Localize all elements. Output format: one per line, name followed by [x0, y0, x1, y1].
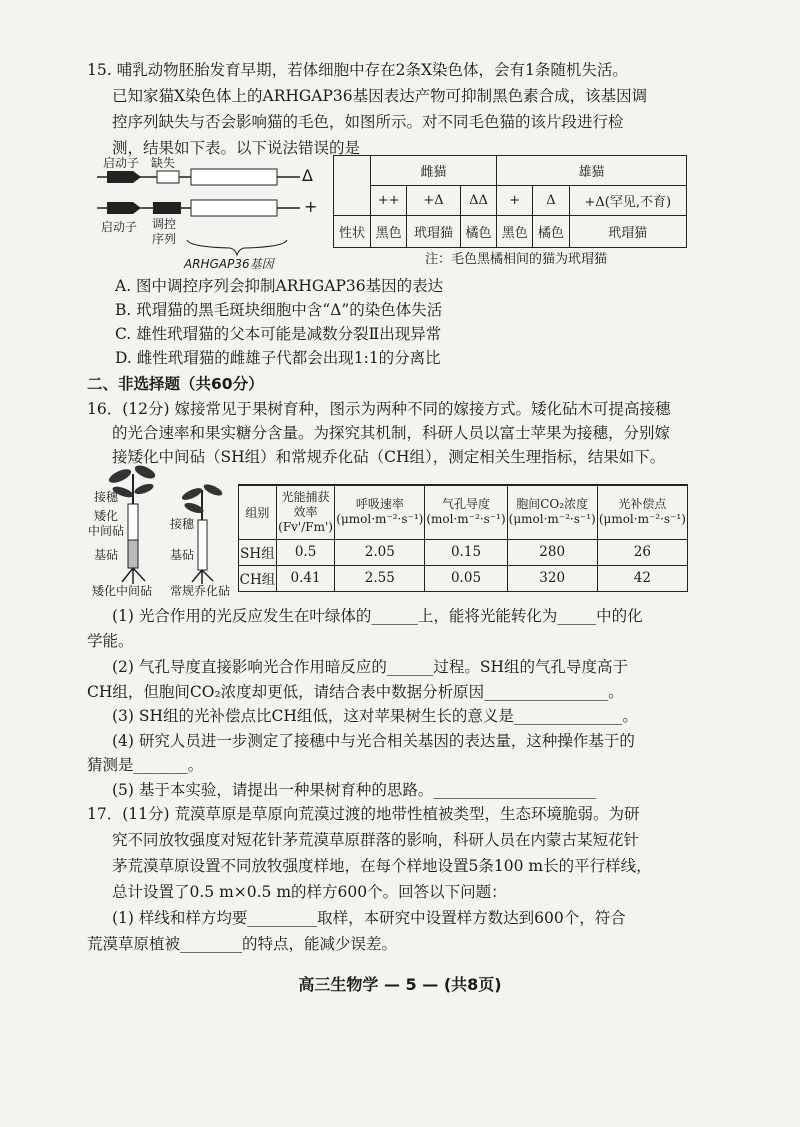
genotype-cell: +	[497, 186, 533, 216]
phenotype-cell: 橘色	[460, 216, 496, 248]
table-cell: 42	[597, 565, 687, 591]
q17-sub-1: (1) 样线和样方均要_________取样，本研究中设置样方数达到600个，符合	[112, 909, 626, 927]
table-cell: 0.5	[276, 539, 334, 565]
table-cell: 280	[507, 539, 597, 565]
table-cell: 0.15	[425, 539, 507, 565]
phenotype-cell: 橘色	[533, 216, 569, 248]
rootstock-label-1: 基砧	[94, 548, 119, 562]
scion-label-2: 接穗	[170, 517, 195, 531]
table-cell: 320	[507, 565, 597, 591]
dwarf-label-1: 矮化	[94, 509, 119, 523]
table-cell: CH组	[239, 565, 277, 591]
promoter-label-1: 启动子	[103, 156, 140, 170]
promoter-arrow-1	[107, 171, 141, 183]
rootstock-label-2: 基砧	[170, 548, 195, 562]
cat-table	[333, 155, 687, 248]
deletion-box	[157, 171, 179, 183]
q15-line-1: 15. 哺乳动物胚胎发育早期，若体细胞中存在2条X染色体，会有1条随机失活。	[87, 61, 628, 79]
header-co2: 胞间CO₂浓度 (μmol·m⁻²·s⁻¹)	[507, 485, 597, 539]
q15-option-a: A. 图中调控序列会抑制ARHGAP36基因的表达	[115, 277, 444, 295]
q17-line-4: 总计设置了0.5 m×0.5 m的样方600个。回答以下问题：	[112, 883, 507, 901]
delta-label: Δ	[302, 166, 313, 185]
genotype-cell: +Δ(罕见,不育)	[569, 186, 686, 216]
page-footer: 高三生物学 — 5 — (共8页)	[298, 975, 502, 994]
q15-option-b: B. 玳瑁猫的黑毛斑块细胞中含“Δ”的染色体失活	[115, 301, 443, 319]
q17-sub-1-cont: 荒漠草原植被________的特点，能减少误差。	[87, 935, 398, 953]
table-row	[239, 539, 688, 565]
header-group: 组别	[239, 485, 277, 539]
q15-option-d: D. 雌性玳瑁猫的雌雄子代都会出现1:1的分离比	[115, 349, 441, 367]
header-efficiency: 光能捕获 效率 (Fv'/Fm')	[276, 485, 334, 539]
q15-option-c: C. 雄性玳瑁猫的父本可能是减数分裂Ⅱ出现异常	[115, 325, 442, 343]
q16-sub-1-cont: 学能。	[87, 632, 134, 650]
regulatory-label: 调控	[152, 217, 177, 231]
table-cell: 0.41	[276, 565, 334, 591]
promoter-label-2: 启动子	[101, 220, 138, 234]
scion-label-1: 接穗	[94, 490, 119, 504]
regulatory-label-2: 序列	[152, 232, 177, 246]
header-respiration: 呼吸速率 (μmol·m⁻²·s⁻¹)	[335, 485, 425, 539]
promoter-arrow-2	[107, 202, 141, 214]
regulatory-box	[153, 202, 181, 214]
q16-sub-2-cont: CH组，但胞间CO₂浓度却更低，请结合表中数据分析原因________________。	[87, 683, 624, 701]
q16-line-3: 接矮化中间砧（SH组）和常规乔化砧（CH组），测定相关生理指标，结果如下。	[112, 448, 666, 466]
genotype-cell: Δ	[533, 186, 569, 216]
dwarf-label-2: 中间砧	[88, 524, 125, 538]
q17-line-3: 茅荒漠草原设置不同放牧强度样地，在每个样地设置5条100 m长的平行样线，	[112, 857, 652, 875]
q15-line-2: 已知家猫X染色体上的ARHGAP36基因表达产物可抑制黑色素合成，该基因调	[112, 87, 648, 105]
plus-label: +	[304, 197, 318, 216]
q16-sub-3: (3) SH组的光补偿点比CH组低，这对苹果树生长的意义是______________。	[112, 707, 638, 725]
phenotype-cell: 玳瑁猫	[407, 216, 461, 248]
table-cell: 2.05	[335, 539, 425, 565]
phenotype-cell: 玳瑁猫	[569, 216, 686, 248]
q15-line-3: 控序列缺失与否会影响猫的毛色，如图所示。对不同毛色猫的该片段进行检	[112, 113, 624, 131]
header-compensation: 光补偿点 (μmol·m⁻²·s⁻¹)	[597, 485, 687, 539]
q15-line-4: 测，结果如下表。以下说法错误的是	[112, 139, 361, 157]
q16-sub-4-cont: 猜测是_______。	[87, 756, 204, 774]
caption-2: 常规乔化砧	[170, 584, 231, 598]
gene-box-2	[191, 200, 277, 216]
q16-sub-2: (2) 气孔导度直接影响光合作用暗反应的______过程。SH组的气孔导度高于	[112, 658, 629, 676]
header-stomatal: 气孔导度 (mol·m⁻²·s⁻¹)	[425, 485, 507, 539]
phenotype-cell: 黑色	[497, 216, 533, 248]
phenotype-cell: 黑色	[371, 216, 407, 248]
gene-box-1	[191, 169, 277, 185]
trait-header: 性状	[334, 216, 371, 248]
table-cell: 26	[597, 539, 687, 565]
genotype-cell: ΔΔ	[460, 186, 496, 216]
caption-1: 矮化中间砧	[92, 584, 153, 598]
genotype-cell: +Δ	[407, 186, 461, 216]
deletion-label: 缺失	[151, 156, 176, 170]
male-header: 雄猫	[497, 156, 687, 186]
table-cell: 0.05	[425, 565, 507, 591]
q17-line-1: 17．(11分) 荒漠草原是草原向荒漠过渡的地带性植被类型，生态环境脆弱。为研	[87, 805, 640, 823]
table-row	[239, 565, 688, 591]
q17-line-2: 究不同放牧强度对短花针茅荒漠草原群落的影响，科研人员在内蒙古某短花针	[112, 831, 640, 849]
table-note: 注：毛色黑橘相间的猫为玳瑁猫	[425, 252, 608, 267]
physiology-table	[238, 484, 688, 592]
table-cell: 2.55	[335, 565, 425, 591]
q16-sub-4: (4) 研究人员进一步测定了接穗中与光合相关基因的表达量，这种操作基于的	[112, 732, 635, 750]
section-heading: 二、非选择题（共60分）	[87, 375, 264, 393]
q16-sub-1: (1) 光合作用的光反应发生在叶绿体的______上，能将光能转化为_____中的化	[112, 607, 643, 625]
q16-line-1: 16．(12分) 嫁接常见于果树育种，图示为两种不同的嫁接方式。矮化砧木可提高接穗	[87, 400, 671, 418]
female-header: 雌猫	[371, 156, 497, 186]
genotype-cell: ++	[371, 186, 407, 216]
gene-label: ARHGAP36基因	[184, 257, 274, 271]
table-cell: SH组	[239, 539, 277, 565]
q16-sub-5: (5) 基于本实验，请提出一种果树育种的思路。_____________________	[112, 781, 597, 799]
q16-line-2: 的光合速率和果实糖分含量。为探究其机制，科研人员以富士苹果为接穗，分别嫁	[112, 424, 671, 442]
